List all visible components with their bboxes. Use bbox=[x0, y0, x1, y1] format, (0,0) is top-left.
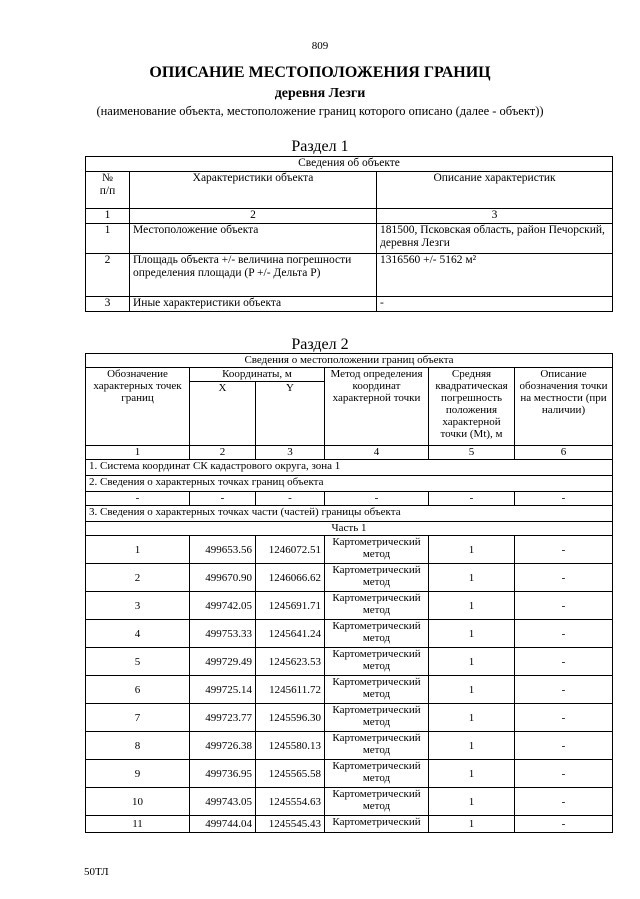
point-id: 3 bbox=[86, 592, 190, 620]
index-cell: 3 bbox=[256, 446, 325, 460]
table-row bbox=[86, 297, 613, 312]
table-row bbox=[86, 536, 613, 564]
page-number: 809 bbox=[311, 40, 329, 52]
section-1-heading: Раздел 1 bbox=[291, 138, 349, 155]
table-row bbox=[86, 676, 613, 704]
object-note: (наименование объекта, местоположение границ которого описано (далее - объект)) bbox=[96, 104, 544, 118]
point-description: - bbox=[515, 536, 613, 564]
point-y: 1245641.24 bbox=[256, 620, 325, 648]
point-method: Картометрический метод bbox=[325, 676, 429, 704]
index-cell: 4 bbox=[325, 446, 429, 460]
point-y: 1245691.71 bbox=[256, 592, 325, 620]
point-description: - bbox=[515, 676, 613, 704]
coordinate-system-row: 1. Система координат СК кадастрового округа, зона 1 bbox=[86, 460, 613, 476]
point-id: 7 bbox=[86, 704, 190, 732]
row-characteristic: Площадь объекта +/- величина погрешности определения площади (P +/- Дельта P) bbox=[130, 254, 377, 297]
point-method: Картометрический метод bbox=[325, 704, 429, 732]
point-y: 1245623.53 bbox=[256, 648, 325, 676]
dash-cell: - bbox=[515, 492, 613, 506]
point-accuracy: 1 bbox=[429, 816, 515, 833]
point-method: Картометрический метод bbox=[325, 732, 429, 760]
point-method: Картометрический метод bbox=[325, 536, 429, 564]
point-y: 1245554.63 bbox=[256, 788, 325, 816]
index-cell: 1 bbox=[86, 209, 130, 224]
point-y: 1246066.62 bbox=[256, 564, 325, 592]
table-caption: Сведения об объекте bbox=[86, 157, 613, 172]
section-2-heading: Раздел 2 bbox=[291, 336, 349, 353]
point-x: 499670.90 bbox=[190, 564, 256, 592]
dash-cell: - bbox=[190, 492, 256, 506]
point-x: 499753.33 bbox=[190, 620, 256, 648]
table-row bbox=[86, 732, 613, 760]
table-row bbox=[86, 760, 613, 788]
point-method: Картометрический метод bbox=[325, 564, 429, 592]
row-characteristic: Местоположение объекта bbox=[130, 224, 377, 254]
point-y: 1245580.13 bbox=[256, 732, 325, 760]
point-description: - bbox=[515, 760, 613, 788]
point-x: 499744.04 bbox=[190, 816, 256, 833]
footer-mark: 50ТЛ bbox=[84, 866, 109, 878]
row-number: 1 bbox=[86, 224, 130, 254]
row-description: - bbox=[377, 297, 613, 312]
object-name: деревня Лезги bbox=[274, 86, 366, 101]
table-row bbox=[86, 648, 613, 676]
point-x: 499742.05 bbox=[190, 592, 256, 620]
point-description: - bbox=[515, 620, 613, 648]
point-method: Картометрический метод bbox=[325, 592, 429, 620]
col-header-number: № п/п bbox=[86, 172, 130, 209]
dash-cell: - bbox=[86, 492, 190, 506]
point-method: Картометрический метод bbox=[325, 648, 429, 676]
point-x: 499725.14 bbox=[190, 676, 256, 704]
table-row bbox=[86, 592, 613, 620]
point-x: 499743.05 bbox=[190, 788, 256, 816]
point-id: 1 bbox=[86, 536, 190, 564]
point-accuracy: 1 bbox=[429, 788, 515, 816]
point-id: 11 bbox=[86, 816, 190, 833]
col-header-description: Описание характеристик bbox=[377, 172, 613, 209]
point-x: 499653.56 bbox=[190, 536, 256, 564]
point-y: 1245596.30 bbox=[256, 704, 325, 732]
row-number: 2 bbox=[86, 254, 130, 297]
point-x: 499729.49 bbox=[190, 648, 256, 676]
point-description: - bbox=[515, 704, 613, 732]
index-cell: 5 bbox=[429, 446, 515, 460]
point-y: 1245611.72 bbox=[256, 676, 325, 704]
object-info-table bbox=[85, 156, 613, 312]
point-id: 9 bbox=[86, 760, 190, 788]
point-y: 1246072.51 bbox=[256, 536, 325, 564]
point-id: 6 bbox=[86, 676, 190, 704]
part-points-heading-row: 3. Сведения о характерных точках части (частей) границы объекта bbox=[86, 506, 613, 522]
table-row bbox=[86, 704, 613, 732]
col-header-coordinates: Координаты, м bbox=[190, 368, 325, 382]
point-accuracy: 1 bbox=[429, 760, 515, 788]
table-caption: Сведения о местоположении границ объекта bbox=[86, 354, 613, 368]
point-description: - bbox=[515, 816, 613, 833]
table-row bbox=[86, 224, 613, 254]
point-y: 1245545.43 bbox=[256, 816, 325, 833]
index-cell: 3 bbox=[377, 209, 613, 224]
point-method: Картометрический bbox=[325, 816, 429, 833]
point-description: - bbox=[515, 732, 613, 760]
dash-cell: - bbox=[325, 492, 429, 506]
point-description: - bbox=[515, 564, 613, 592]
table-row bbox=[86, 254, 613, 297]
point-method: Картометрический метод bbox=[325, 620, 429, 648]
col-header-characteristic: Характеристики объекта bbox=[130, 172, 377, 209]
table-row bbox=[86, 788, 613, 816]
row-characteristic: Иные характеристики объекта bbox=[130, 297, 377, 312]
point-id: 2 bbox=[86, 564, 190, 592]
table-row bbox=[86, 620, 613, 648]
point-accuracy: 1 bbox=[429, 732, 515, 760]
point-accuracy: 1 bbox=[429, 592, 515, 620]
col-header-y: Y bbox=[256, 382, 325, 446]
col-header-x: X bbox=[190, 382, 256, 446]
point-method: Картометрический метод bbox=[325, 760, 429, 788]
empty-points-row bbox=[86, 492, 613, 506]
point-description: - bbox=[515, 592, 613, 620]
table-row bbox=[86, 564, 613, 592]
col-header-point-description: Описание обозначения точки на местности (при наличии) bbox=[515, 368, 613, 446]
col-header-accuracy: Средняя квадратическая погрешность положения характерной точки (Mt), м bbox=[429, 368, 515, 446]
point-accuracy: 1 bbox=[429, 564, 515, 592]
point-description: - bbox=[515, 788, 613, 816]
index-cell: 6 bbox=[515, 446, 613, 460]
boundary-points-table bbox=[85, 353, 613, 833]
document-title: ОПИСАНИЕ МЕСТОПОЛОЖЕНИЯ ГРАНИЦ bbox=[149, 64, 491, 81]
point-id: 8 bbox=[86, 732, 190, 760]
point-x: 499736.95 bbox=[190, 760, 256, 788]
point-x: 499723.77 bbox=[190, 704, 256, 732]
dash-cell: - bbox=[256, 492, 325, 506]
point-accuracy: 1 bbox=[429, 620, 515, 648]
dash-cell: - bbox=[429, 492, 515, 506]
boundary-points-heading-row: 2. Сведения о характерных точках границ объекта bbox=[86, 476, 613, 492]
row-description: 181500, Псковская область, район Печорский, деревня Лезги bbox=[377, 224, 613, 254]
point-id: 5 bbox=[86, 648, 190, 676]
table-row bbox=[86, 816, 613, 833]
point-accuracy: 1 bbox=[429, 676, 515, 704]
point-x: 499726.38 bbox=[190, 732, 256, 760]
point-accuracy: 1 bbox=[429, 704, 515, 732]
index-cell: 2 bbox=[190, 446, 256, 460]
point-y: 1245565.58 bbox=[256, 760, 325, 788]
point-description: - bbox=[515, 648, 613, 676]
index-cell: 1 bbox=[86, 446, 190, 460]
row-description: 1316560 +/- 5162 м² bbox=[377, 254, 613, 297]
col-header-designation: Обозначение характерных точек границ bbox=[86, 368, 190, 446]
row-number: 3 bbox=[86, 297, 130, 312]
point-method: Картометрический метод bbox=[325, 788, 429, 816]
col-header-method: Метод определения координат характерной точки bbox=[325, 368, 429, 446]
part-label: Часть 1 bbox=[86, 522, 613, 536]
point-accuracy: 1 bbox=[429, 648, 515, 676]
index-cell: 2 bbox=[130, 209, 377, 224]
point-id: 4 bbox=[86, 620, 190, 648]
point-accuracy: 1 bbox=[429, 536, 515, 564]
point-id: 10 bbox=[86, 788, 190, 816]
